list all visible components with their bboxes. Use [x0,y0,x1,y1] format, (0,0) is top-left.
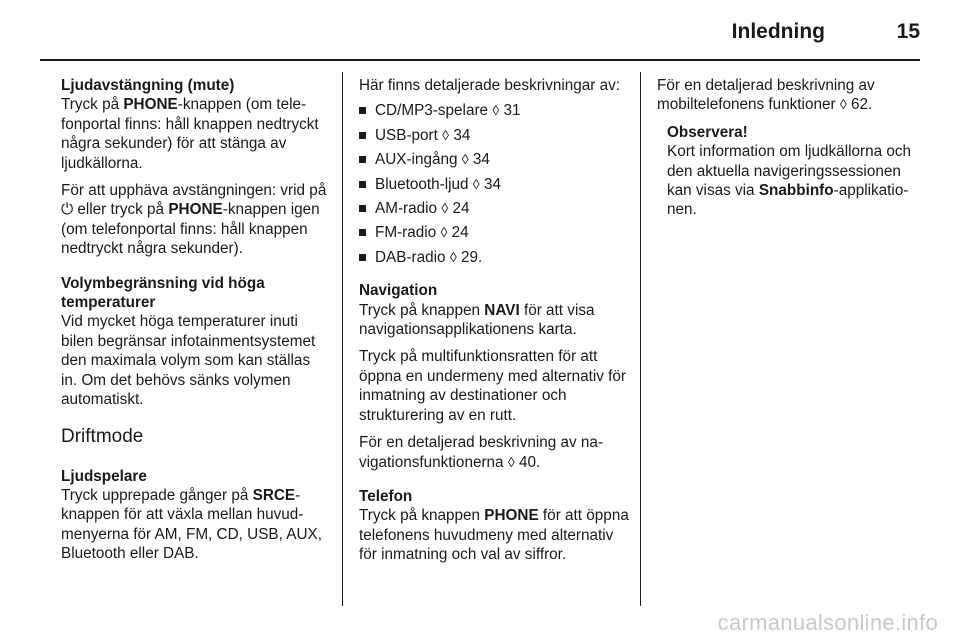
list-item: AUX-ingång ◊ 34 [359,150,629,169]
player-heading: Ljudspelare [61,467,147,485]
page-reference-icon: ◊ [492,102,500,119]
navigation-paragraph-1: Tryck på knappen NAVI för att visa navigationsapplikationens karta. [359,301,595,339]
page-reference: 34 [453,126,471,144]
navigation-section [359,281,629,472]
bullet-square-icon [359,132,366,139]
column-divider [640,72,641,606]
column-divider [342,72,343,606]
note-heading: Observera! [667,123,748,141]
bullet-square-icon [359,254,366,261]
page-reference-icon: ◊ [442,126,450,143]
page-number: 15 [896,20,920,43]
list-item: DAB-radio ◊ 29. [359,248,629,267]
phone-paragraph: Tryck på knappen PHONE för att öppna telefonens huvudmeny med alternativ för inmatning och val av siffror. [359,507,629,564]
list-item: CD/MP3-spelare ◊ 31 [359,101,629,120]
list-item: USB-port ◊ 34 [359,126,629,145]
header-rule [40,59,920,61]
mute-heading: Ljudavstängning (mute) [61,77,235,94]
snabbinfo-label: Snabbinfo [758,182,834,200]
bullet-square-icon [359,181,366,188]
section-title: Driftmode [61,425,144,447]
page-reference: 34 [483,175,501,193]
list-item: AM-radio ◊ 24 [359,199,629,218]
phone-button-label: PHONE [484,507,539,525]
mute-paragraph-1: Tryck på PHONE-knappen (om telefonportal finns: håll knappen nedtryckt några sekunder) för att stänga av ljudkällorna. [61,96,319,172]
phone-section [359,487,629,565]
mute-paragraph-2: För att upphäva avstängningen: vrid på ⏻ eller tryck på PHONE-knappen igen (om telefonportal finns: håll knappen nedtryckt några sekunder). [61,182,327,258]
bullet-square-icon [359,156,366,163]
page-title: Inledning [731,20,825,43]
column-1 [61,76,329,579]
column-3 [657,76,925,228]
volume-limit-section [61,274,329,410]
intro-paragraph: Här finns detaljerade beskrivningar av: [359,77,621,94]
page-reference-icon: ◊ [472,175,480,192]
page-reference-icon: ◊ [839,96,847,113]
list-item: FM-radio ◊ 24 [359,223,629,242]
watermark: carmanualsonline.info [717,610,938,635]
phone-functions-paragraph: För en detaljerad beskrivning av mobiltelefonens funktioner ◊ 62. [657,77,875,114]
volume-limit-paragraph: Vid mycket höga temperaturer inuti bilen begränsar infotainmentsystemet den maximala volym som kan ställas in. Om det behövs sänks volymen automatiskt. [61,313,316,409]
phone-button-label: PHONE [123,96,178,114]
phone-heading: Telefon [359,487,413,505]
bullet-square-icon [359,205,366,212]
page-reference: 62. [851,96,873,114]
volume-limit-heading: Volymbegränsning vid höga temperaturer [61,274,265,312]
note-box [667,123,925,220]
navigation-paragraph-3: För en detaljerad beskrivning av navigationsfunktionerna ◊ 40. [359,434,604,471]
mute-section [61,76,329,259]
page-reference: 34 [472,151,490,169]
list-item: Bluetooth-ljud ◊ 34 [359,175,629,194]
bullet-square-icon [359,229,366,236]
page-reference: 24 [451,224,469,242]
power-knob-icon: ⏻ [61,201,74,219]
page-reference: 31 [503,102,521,120]
note-text: Kort information om ljudkällorna och den aktuella navigeringssessionen kan visas via Snabbinfo-applikationen. [667,143,912,219]
srce-button-label: SRCE [252,486,296,504]
phone-button-label: PHONE [168,201,223,219]
page-reference: 29. [460,248,483,266]
page-reference-icon: ◊ [507,453,515,470]
column-2 [359,76,629,580]
page-reference-icon: ◊ [440,224,448,241]
navigation-heading: Navigation [359,282,438,300]
player-section [61,467,329,564]
source-list [359,101,629,267]
page-reference: 40. [519,453,541,471]
player-paragraph: Tryck upprepade gånger på SRCE-knappen för att växla mellan huvudmenyerna för AM, FM, CD, USB, AUX, Bluetooth eller DAB. [61,486,322,563]
navi-button-label: NAVI [484,301,520,319]
page-reference-icon: ◊ [449,248,457,265]
navigation-paragraph-2: Tryck på multifunktionsratten för att öppna en undermeny med alternativ för inmatning av destinationer och strukturering av en rutt. [359,348,627,424]
page-reference-icon: ◊ [461,151,469,168]
page-reference-icon: ◊ [441,200,449,217]
bullet-square-icon [359,107,366,114]
page-reference: 24 [452,200,470,218]
